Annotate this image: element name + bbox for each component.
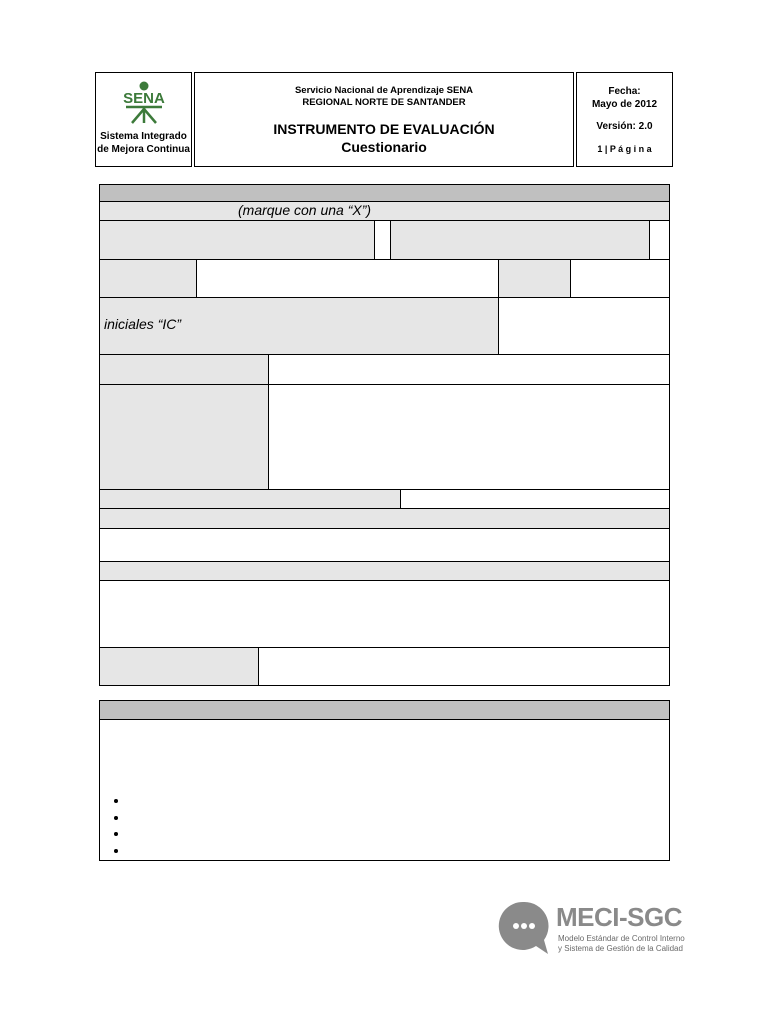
org-caption-line1: Sistema Integrado — [100, 131, 187, 142]
date-label: Fecha: — [608, 86, 641, 97]
page-number: 1 | P á g i n a — [597, 144, 652, 154]
meci-tagline-line1: Modelo Estándar de Control Interno — [558, 934, 685, 943]
field-label-4 — [99, 384, 269, 490]
text-area-2[interactable] — [99, 580, 670, 648]
section2-header-bar — [99, 700, 670, 720]
text-area-1[interactable] — [99, 528, 670, 562]
meci-chat-icon — [496, 900, 556, 956]
option-a-label — [99, 220, 375, 260]
option-b-label — [390, 220, 650, 260]
field-label-6 — [99, 647, 259, 686]
option-b-checkbox[interactable] — [649, 220, 670, 260]
field-input-4[interactable] — [268, 384, 670, 490]
field-input-6[interactable] — [258, 647, 670, 686]
doc-title: INSTRUMENTO DE EVALUACIÓN — [273, 121, 495, 137]
meci-sgc-logo — [496, 898, 696, 958]
section-bar-3 — [99, 561, 670, 581]
mark-instruction: (marque con una “X”) — [238, 202, 372, 218]
meci-tagline-line2: y Sistema de Gestión de la Calidad — [558, 944, 683, 953]
field-input-2[interactable] — [570, 259, 670, 298]
date-value: Mayo de 2012 — [591, 99, 658, 110]
initials-label: iniciales “IC” — [104, 316, 182, 332]
section1-header-bar — [99, 184, 670, 202]
field-label-1 — [99, 259, 197, 298]
field-label-5 — [99, 489, 401, 509]
field-input-5[interactable] — [400, 489, 670, 509]
initials-label-cell — [99, 297, 499, 355]
sena-logo-text: SENA — [123, 90, 165, 107]
version-label: Versión: 2.0 — [596, 121, 653, 132]
field-input-1[interactable] — [196, 259, 499, 298]
header-logo-cell — [95, 72, 192, 167]
initials-input[interactable] — [498, 297, 670, 355]
field-input-3[interactable] — [268, 354, 670, 385]
institution-line2: REGIONAL NORTE DE SANTANDER — [302, 97, 466, 108]
header-meta-cell — [576, 72, 673, 167]
org-caption-line2: de Mejora Continua — [97, 144, 190, 155]
field-label-2 — [498, 259, 571, 298]
option-a-checkbox[interactable] — [374, 220, 391, 260]
mark-instruction-row — [99, 201, 670, 221]
sena-logo-icon — [114, 81, 174, 125]
institution-line1: Servicio Nacional de Aprendizaje SENA — [294, 85, 474, 96]
doc-subtitle: Cuestionario — [341, 139, 427, 155]
field-label-3 — [99, 354, 269, 385]
instructions-box — [99, 719, 670, 861]
section-bar-2 — [99, 508, 670, 529]
header-title-cell — [194, 72, 574, 167]
bullet-list — [100, 792, 128, 858]
meci-brand: MECI-SGC — [556, 902, 682, 932]
